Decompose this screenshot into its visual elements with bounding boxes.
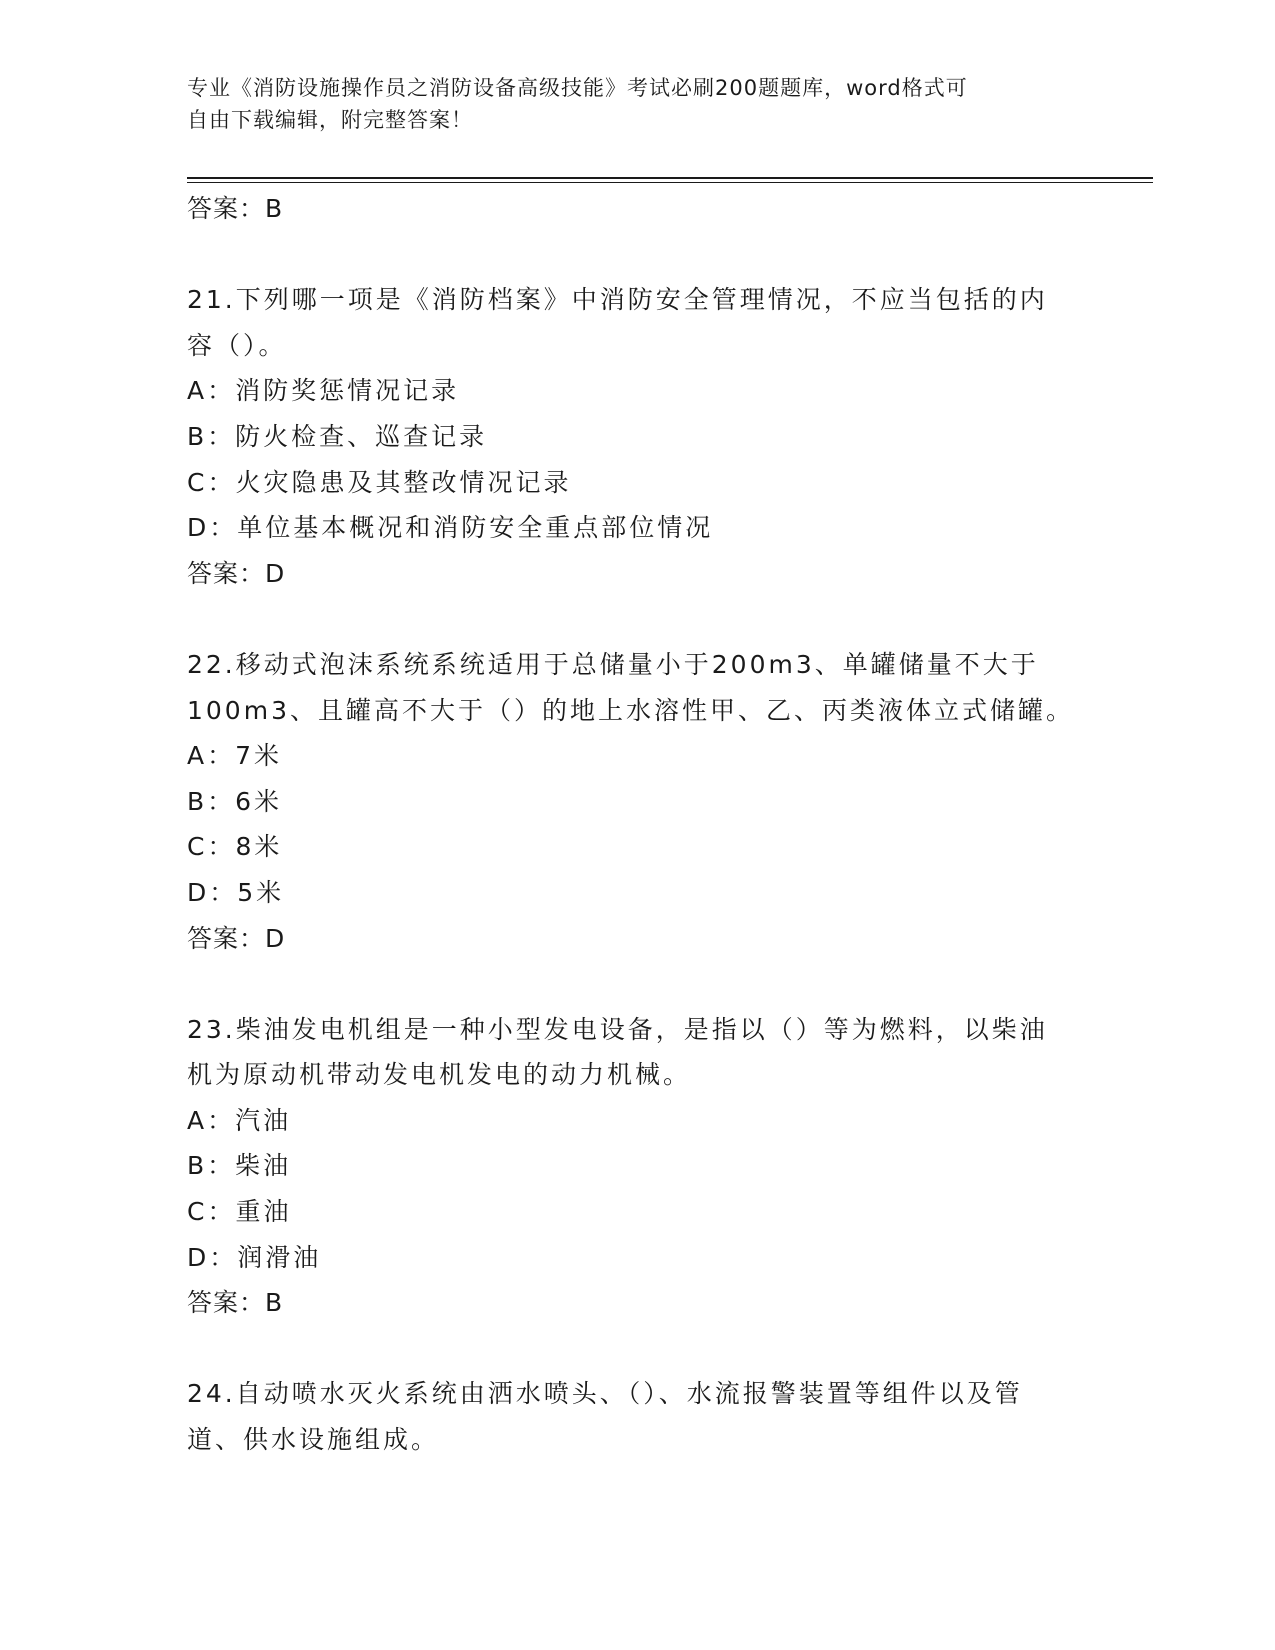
header-divider-thick bbox=[187, 177, 1153, 179]
question-text-line: 机为原动机带动发电机发电的动力机械。 bbox=[187, 1060, 692, 1090]
question-block bbox=[187, 277, 1087, 596]
option-d: D：5米 bbox=[187, 877, 285, 907]
header-line-1: 专业《消防设施操作员之消防设备高级技能》考试必刷200题题库，word格式可 bbox=[187, 76, 968, 100]
document-body bbox=[187, 186, 1087, 1463]
option-c: C：重油 bbox=[187, 1197, 292, 1227]
option-a: A：消防奖惩情况记录 bbox=[187, 376, 460, 406]
answer-line: 答案：B bbox=[187, 194, 284, 223]
question-text-line: 容（）。 bbox=[187, 330, 287, 360]
option-b: B：6米 bbox=[187, 786, 283, 816]
header-divider-thin bbox=[187, 182, 1153, 183]
answer-line: 答案：B bbox=[187, 1288, 284, 1318]
option-b: B：柴油 bbox=[187, 1151, 292, 1181]
option-a: A：7米 bbox=[187, 741, 283, 771]
option-d: D：润滑油 bbox=[187, 1242, 322, 1272]
option-d: D：单位基本概况和消防安全重点部位情况 bbox=[187, 513, 714, 543]
question-text-line: 21.下列哪一项是《消防档案》中消防安全管理情况，不应当包括的内 bbox=[187, 285, 1048, 315]
question-text-line: 23.柴油发电机组是一种小型发电设备，是指以（）等为燃料，以柴油 bbox=[187, 1014, 1048, 1044]
question-text-line: 道、供水设施组成。 bbox=[187, 1425, 440, 1455]
question-block bbox=[187, 642, 1087, 961]
question-text-line: 22.移动式泡沫系统系统适用于总储量小于200m3、单罐储量不大于 bbox=[187, 649, 1039, 679]
question-text-line: 24.自动喷水灭火系统由洒水喷头、（）、水流报警装置等组件以及管 bbox=[187, 1379, 1023, 1409]
spacer bbox=[187, 232, 1087, 278]
document-header bbox=[187, 72, 1087, 136]
question-text-line: 100m3、且罐高不大于（）的地上水溶性甲、乙、丙类液体立式储罐。 bbox=[187, 695, 1074, 725]
header-line-2: 自由下载编辑，附完整答案！ bbox=[187, 108, 473, 132]
spacer bbox=[187, 596, 1087, 642]
option-c: C：8米 bbox=[187, 832, 283, 862]
option-a: A：汽油 bbox=[187, 1105, 292, 1135]
option-b: B：防火检查、巡查记录 bbox=[187, 421, 488, 451]
spacer bbox=[187, 961, 1087, 1007]
question-block bbox=[187, 1007, 1087, 1326]
option-c: C：火灾隐患及其整改情况记录 bbox=[187, 467, 572, 497]
answer-line: 答案：D bbox=[187, 558, 286, 588]
question-block bbox=[187, 1371, 1087, 1462]
answer-line: 答案：D bbox=[187, 923, 286, 953]
spacer bbox=[187, 1326, 1087, 1372]
